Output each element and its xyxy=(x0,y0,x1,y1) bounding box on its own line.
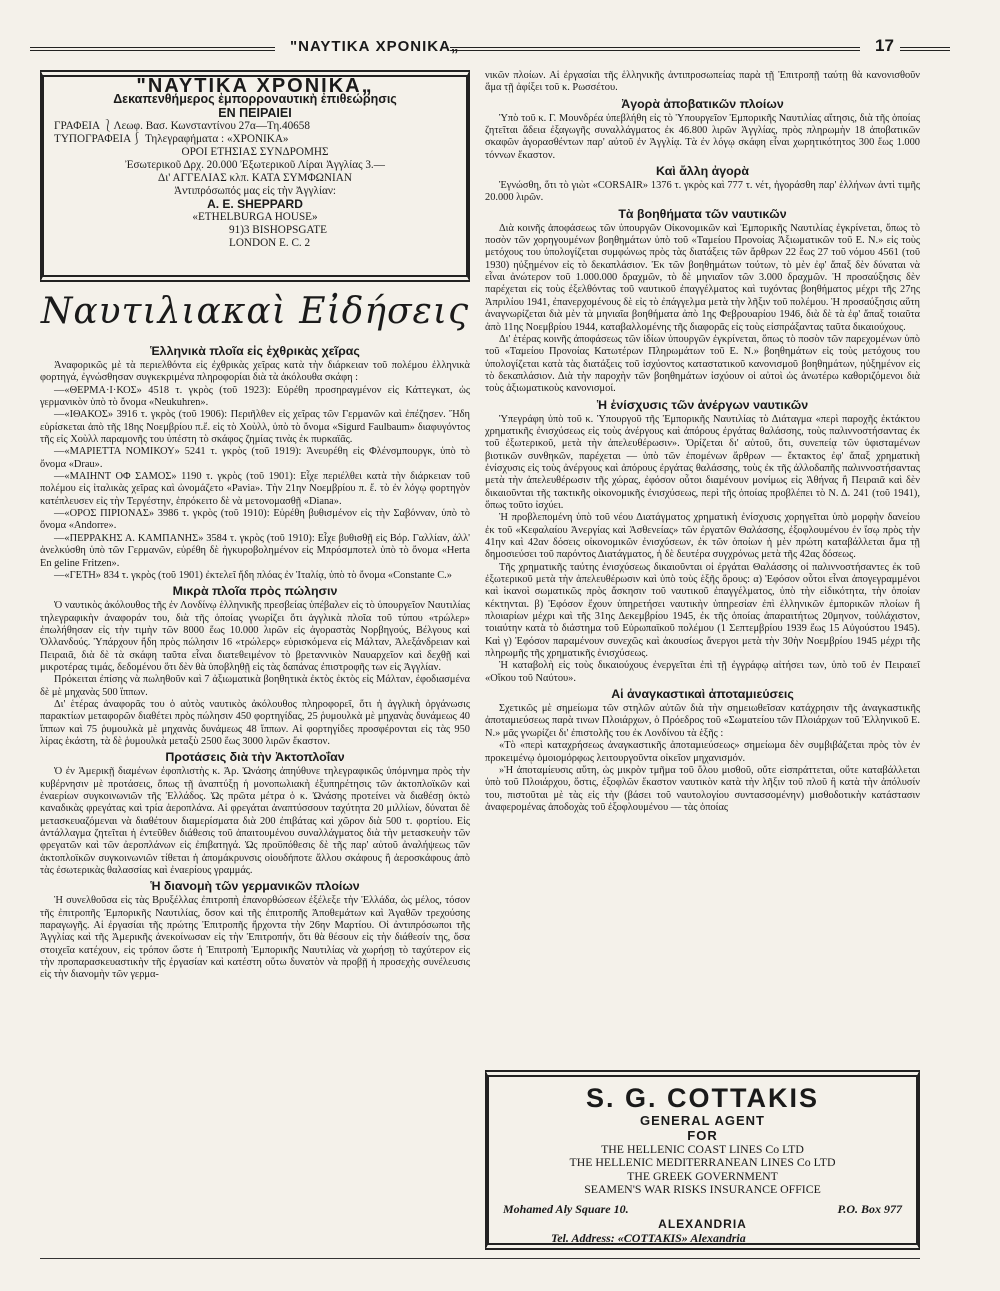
paragraph: —«ΜΑΡΙΕΤΤΑ ΝΟΜΙΚΟΥ» 5241 τ. γκρὸς (τοῦ 1919): Ἀνευρέθη εἰς Φλένσμπουργκ, ὑπὸ τὸ ὄνομα «Drau». xyxy=(40,446,470,470)
masthead xyxy=(40,70,470,282)
heading-ships-enemy-hands: Ἑλληνικὰ πλοῖα εἰς ἐχθρικὰς χεῖρας xyxy=(150,344,360,358)
rule xyxy=(450,47,860,51)
heading-small-ships-sale: Μικρὰ πλοῖα πρὸς πώλησιν xyxy=(172,584,338,599)
paragraph: Ὁ ναυτικὸς ἀκόλουθος τῆς ἐν Λονδίνῳ ἑλληνικῆς πρεσβείας ὑπέβαλεν εἰς τὸ ὑπουργεῖον Ναυτιλίας τηλεγραφικὴν ἀναφοράν του, διὰ τῆς ὁποίας γνωρίζει ὅτι ἀγγλικὰ πλοῖα τοῦ τύπου «τρώλερ» ἐπωλήθησαν εἰς τὴν τιμὴν τῶν 8000 ἕως 10.000 λιρῶν εἰς ἀγοραστὰς Νορβηγούς, Βέλγους καὶ Ὁλλανδούς. Ὑπάρχουν ἤδη πρὸς πώλησιν 16 «τρώλερς» εὑρισκόμενα εἰς Μάλταν, Ἀλεξάνδρειαν καὶ Πειραιᾶ, διὰ δὲ τὰ σκάφη ταῦτα εἶναι διατεθειμένον τὸ βρεταννικὸν Ναυαρχεῖον καὶ δεχθῇ καὶ μικροτέρας τιμάς, δεδομένου ὅτι δὲν θὰ ὑποβληθῇ εἰς τὰς δαπάνας ἐπιστροφῆς των εἰς Ἀγγλίαν. xyxy=(40,600,470,673)
rule xyxy=(30,47,275,51)
paragraph: —«ΙΘΑΚΟΣ» 3916 τ. γκρὸς (τοῦ 1906): Περιῆλθεν εἰς χεῖρας τῶν Γερμανῶν καὶ ἐπέζησεν. Ἤδη εὑρίσκεται ἀπὸ τῆς 18ης Νοεμβρίου π.ἔ. εἰς τὸ Χοὺλλ, ὑπὸ τὸ ὄνομα «Sigurd Faulbaum» διαφυγόντος τῆς εἰς Χοὺλλ παραμονῆς του ὑπέστη τὸ σκάφος ζημίας τινὰς ἐκ πυρκαϊᾶς. xyxy=(40,409,470,446)
heading-unemployed-seamen: Ἡ ἐνίσχυσις τῶν ἀνέργων ναυτικῶν xyxy=(596,397,809,412)
paragraph: Δι' ἑτέρας κοινῆς ἀποφάσεως τῶν ἰδίων ὑπουργῶν ἐγκρίνεται, ὅπως τὸ ποσὸν τῶν παρεχομένων ὑπὸ τοῦ «Ταμείου Προνοίας Κατωτέρων Πληρωμάτων τοῦ Ε. Ν.» βοηθημάτων εἰς τοὺς μετόχους του ὑπολογίζεται κατὰ τὰς διατάξεις τοῦ ἰσχύοντος καταστατικοῦ κανονισμοῦ βοηθημάτων, ηὐξημένον εἰς τὸ δεκαπλάσιον. Διὰ τὴν παροχὴν τῶν βοηθημάτων ἰσχύουν οἱ αὐτοὶ ὡς ἀνωτέρω καθοριζόμενοι διὰ τοὺς ἀξιωματικοὺς κανονισμοί. xyxy=(485,333,920,395)
terms-line: Ἐσωτερικοῦ Δρχ. 20.000 Ἐξωτερικοῦ Λίραι Ἀγγλίας 3.— xyxy=(125,159,385,172)
paragraph: Ὁ ἐν Ἀμερικῇ διαμένων ἐφοπλιστὴς κ. Ἀρ. Ὠνάσης ἀπηύθυνε τηλεγραφικῶς ὑπόμνημα πρὸς τὴν κυβέρνησιν μὲ προτάσεις, ὅπως τῇ ἀναπτύξῃ ἡ μονοπωλιακὴ ἐξυπηρέτησις τῶν ἀκτοπλοϊκῶν καὶ ἐναερίων συγκοινωνιῶν τῆς Ἑλλάδος. Ὡς πρῶτα μέτρα ὁ κ. Ὠνάσης προτείνει νὰ διαθέσῃ ὀκτὼ καναδικὰς φρεγάτας καὶ τρία ἀεροπλάνα. Αἱ φρεγάται ἀναπτύσσουν ταχύτητα 20 μιλλίων, δύναται δὲ μετασκευαζόμεναι νὰ διαθέτουν διαμερίσματα διὰ 200 ἐπιβάτας καὶ χῶρον διὰ 500 τ. φορτίου. Εἰς ἀντάλλαγμα ζητεῖται ἡ ἐντεῦθεν διάθεσις τοῦ ἀπαιτουμένου συναλλάγματος διὰ τὴν μετασκευὴν τῶν φρεγατῶν καὶ τῶν ἀεροπλάνων εἰς ἐπιβατηγά. Ὡς προϋπόθεσις δὲ τῆς παρ' αὐτοῦ ἀναλήψεως τῶν ἀκτοπλοϊκῶν συγκοινωνιῶν τίθεται ἡ ἀπομάκρυνσις οἱουδήποτε ἄλλου σκάφους ἢ ἀεροσκάφους ἀπὸ τὰς ἐσωτερικὰς θαλασσίας καὶ ἐναερίους γραμμάς. xyxy=(40,766,470,877)
paragraph: Σχετικῶς μὲ σημείωμα τῶν στηλῶν αὐτῶν διὰ τὴν σημειωθεῖσαν κατάχρησιν τῆς ἀναγκαστικῆς ἀποταμιεύσεως παρὰ τινων Πλοιάρχων, ὁ Πρόεδρος τοῦ «Σωματείου τῶν Πλοιάρχων τοῦ Ἑλληνικοῦ Ε. Ν.» μᾶς γνωρίζει δι' ἐπιστολῆς του ἐκ Λονδίνου τὰ ἑξῆς : xyxy=(485,703,920,739)
masthead-title: "ΝΑΥΤΙΚΑ ΧΡΟΝΙΚΑ„ xyxy=(136,75,374,97)
rule xyxy=(900,47,950,51)
running-title: "ΝΑΥΤΙΚΑ ΧΡΟΝΙΚΑ„ xyxy=(290,38,460,55)
heading-another-purchase: Καὶ ἄλλη ἀγορὰ xyxy=(656,164,749,179)
ad-client-line: THE GREEK GOVERNMENT xyxy=(627,1168,778,1183)
heading-german-ships-distribution: Ἡ διανομὴ τῶν γερμανικῶν πλοίων xyxy=(150,879,360,894)
paragraph: Πρόκειται ἐπίσης νὰ πωληθοῦν καὶ 7 ἀξιωματικὰ βοηθητικὰ ἐκτὸς ἐκτὸς εἰς Μάλταν, ἐφοδιασμένα δὲ μὲ μηχανὰς 500 ἵππων. xyxy=(40,674,470,698)
paragraph: —«ΓΕΤΗ» 834 τ. γκρὸς (τοῦ 1901) ἐκτελεῖ ἤδη πλόας ἐν Ἰταλίᾳ, ὑπὸ τὸ ὄνομα «Constante C.» xyxy=(54,569,452,581)
printing-line: ΤΥΠΟΓΡΑΦΕΙΑ⎰ Τηλεγραφήματα : «ΧΡΟΝΙΚΑ» xyxy=(54,133,289,146)
section-script-title: Ναυτιλιακαὶ Εἰδήσεις xyxy=(40,291,470,332)
paragraph: «Τὸ «περὶ καταχρήσεως ἀναγκαστικῆς ἀποταμιεύσεως» σημείωμα δὲν συμβιβάζεται πρὸς τὸν ἐν προκειμένῳ ὁμοιομόρφως λειτουργοῦντα οἰκεῖον μηχανισμόν. xyxy=(485,740,920,764)
terms-heading: ΟΡΟΙ ΕΤΗΣΙΑΣ ΣΥΝΔΡΟΜΗΣ xyxy=(181,146,329,159)
running-head xyxy=(30,38,950,58)
masthead-location: ΕΝ ΠΕΙΡΑΙΕΙ xyxy=(218,106,292,121)
bottom-rule xyxy=(40,1258,920,1259)
paragraph: Ὑπὸ τοῦ κ. Γ. Μουνδρέα ὑπεβλήθη εἰς τὸ Ὑπουργεῖον Ἐμπορικῆς Ναυτιλίας αἴτησις, διὰ τῆς ὁποίας ζητεῖται ἄδεια ἐξαγωγῆς συναλλάγματος ἐκ 46.800 λιρῶν Ἀγγλίας, πρὸς πληρωμὴν 18 ἀποβατικῶν σκαφῶν ἀγορασθέντων παρ' αὐτοῦ ἐν Ἀγγλίᾳ. Τὰ ἐν λόγῳ σκάφη εἶναι χωρητικότητος 300 ἕως 1.000 τόννων ἕκαστον. xyxy=(485,112,920,161)
paragraph: Ἡ καταβολὴ εἰς τοὺς δικαιούχους ἐνεργεῖται ἐπὶ τῇ ἐγγράφῳ αἰτήσει των, ὑπὸ τοῦ ἐν Πειραιεῖ «Οἴκου τοῦ Ναύτου». xyxy=(485,660,920,684)
ad-city: ALEXANDRIA xyxy=(658,1216,747,1231)
representative-address: 91)3 BISHOPSGATE xyxy=(229,224,327,237)
cottakis-advertisement xyxy=(485,1070,920,1250)
ad-address: Mohamed Aly Square 10. xyxy=(503,1201,629,1216)
paragraph: Ὑπεγράφη ὑπὸ τοῦ κ. Ὑπουργοῦ τῆς Ἐμπορικῆς Ναυτιλίας τὸ Διάταγμα «περὶ παροχῆς ἐκτάκτου χρηματικῆς ἐνισχύσεως εἰς τοὺς ἀνέργους καὶ ἀπόρους ἐργάτας θαλάσσης, τοὺς παλιννοστήσαντας ἐκ τοῦ ἐξωτερικοῦ, μετὰ τὴν ἀπελευθέρωσιν». Ὁρίζεται δι' αὐτοῦ, ὅτι, συνεπείᾳ τῶν ὑφισταμένων βιοτικῶν συνθηκῶν, παρέχεται — ὑπὸ τῶν ἑπομένων ἄρθρων — ἔκτακτος ἐφ' ἅπαξ χρηματικὴ ἐνίσχυσις εἰς τοὺς ἀνέργους καὶ ἀπόρους ἐργάτας θαλάσσης, τοὺς ἐκ τῆς ἀλλοδαπῆς παλιννοστήσαντας μετὰ τὴν ἀπελευθέρωσιν τῆς χώρας, ἐφόσον οὗτοι διαμένουν μονίμως εἰς Ἀθήνας ἢ Πειραιᾶ καὶ δὲν δικαιοῦνται τῆς τακτικῆς οἰκονομικῆς ἐνισχύσεως, περὶ τῆς ὁποίας προβλέπει τὸ Ν. Δ. 241 (τοῦ 1941), ὅπως τοῦτο ἰσχύει. xyxy=(485,413,920,511)
left-column xyxy=(40,70,470,982)
paragraph: —«ΘΕΡΜΑ·Ι·ΚΟΣ» 4518 τ. γκρὸς (τοῦ 1923): Εὑρέθη προσηραγμένον εἰς Κάττεγκατ, ὡς γερμανικὸν ὑπὸ τὸ ὄνομα «Neukuhren». xyxy=(40,384,470,409)
ad-client-line: SEAMEN'S WAR RISKS INSURANCE OFFICE xyxy=(584,1182,821,1197)
heading-seamen-benefits: Τὰ βοηθήματα τῶν ναυτικῶν xyxy=(618,206,787,221)
masthead-subtitle: Δεκαπενθήμερος ἐμπορροναυτικὴ ἐπιθεώρησις xyxy=(113,92,397,107)
ad-pobox: P.O. Box 977 xyxy=(837,1201,902,1216)
paragraph: Δι' ἑτέρας ἀναφορᾶς του ὁ αὐτὸς ναυτικὸς ἀκόλουθος πληροφορεῖ, ὅτι ἡ ἀγγλικὴ ὀργάνωσις παρακτίων μεταφορῶν διαθέτει πρὸς πώλησιν 450 φορτηγίδας, 25 ῥυμουλκὰ μὲ μηχανὰς δυνάμεως 40 ἵππων καὶ 75 ῥυμουλκὰ μὲ μηχανὰς δυνάμεως 48 ἵππων. Αἱ φορτηγίδες προσφέρονται εἰς τὰς 950 λίρας ἑκάστη, τὰ δὲ ῥυμουλκὰ μεταξὺ 2500 ἕως 3000 λιρῶν ἕκαστον. xyxy=(40,698,470,747)
offices-line: ΓΡΑΦΕΙΑ ⎱Λεωφ. Βασ. Κωνσταντίνου 27α—Τη.40658 xyxy=(54,120,310,133)
representative-house: «ETHELBURGA HOUSE» xyxy=(192,211,318,224)
ads-line: Δι' ΑΓΓΕΛΙΑΣ κλπ. ΚΑΤΑ ΣΥΜΦΩΝΙΑΝ xyxy=(158,172,352,185)
page-number: 17 xyxy=(875,36,894,55)
right-column xyxy=(485,70,920,814)
ad-company-name: S. G. COTTAKIS xyxy=(585,1083,819,1113)
paragraph: Ἡ συνελθοῦσα εἰς τὰς Βρυξέλλας ἐπιτροπὴ ἐπανορθώσεων ἐξέλεξε τὴν Ἑλλάδα, ὡς μέλος, τόσον τῆς ἐπιτροπῆς Ἐμπορικῆς Ναυτιλίας, ὅσον καὶ τῆς ἐπιτροπῆς Ἀποθεμάτων καὶ Ἀγαθῶν τρεχούσης παραγωγῆς. Αἱ ἐργασίαι τῆς πρώτης Ἐπιτροπῆς ἤρχοντα τὴν 26ην Μαρτίου. Οἱ ἀντιπρόσωποι τῆς Ἀγγλίας καὶ τῆς Ἀμερικῆς ἀνεκοίνωσαν εἰς τὴν Ἐπιτροπήν, ὅτι θὰ θέσουν εἰς τὴν διάθεσίν της, ὅσα στοιχεῖα κατέχουν, εἰς τρόπον ὥστε ἡ Ἐπιτροπὴ Ἐμπορικῆς Ναυτιλίας νὰ χωρήσῃ τὸ ταχύτερον εἰς τὴν προπαρασκευαστικὴν τῆς ἐργασίαν καὶ κατέστη οὕτω δυνατὸν νὰ προβῇ ἡ προσεχὴς συνέλευσις εἰς τὴν διανομὴν τῶν γερμα- xyxy=(40,895,470,981)
paragraph: —«ΜΑΙΗΝΤ ΟΦ ΣΑΜΟΣ» 1190 τ. γκρὸς (τοῦ 1901): Εἶχε περιέλθει κατὰ τὴν διάρκειαν τοῦ πολέμου εἰς ἰταλικὰς χεῖρας καὶ ὠνομάζετο «Pavia». Τὴν 21ην Νοεμβρίου π. ἔ. τὸ ἐν λόγῳ φορτηγὸν κατέπλευσεν εἰς τὴν Τεργέστην, ἐπρόκειτο δὲ νὰ μετονομασθῇ «Diana». xyxy=(40,471,470,507)
ad-address-row xyxy=(503,1201,902,1217)
paragraph: —«ΠΕΡΡΑΚΗΣ Α. ΚΑΜΠΑΝΗΣ» 3584 τ. γκρὸς (τοῦ 1910): Εἶχε βυθισθῇ εἰς Βόρ. Γαλλίαν, ἀλλ' ἀνελκύσθη ὑπὸ τῶν Γερμανῶν, εὑρέθη δὲ ἠγκυροβολημένον εἰς Μπρόσμποτελ ὑπὸ τὸ ὄνομα «Herta En geline Fritzen». xyxy=(40,532,470,569)
paragraph: Ἡ προβλεπομένη ὑπὸ τοῦ νέου Διατάγματος χρηματικὴ ἐνίσχυσις χορηγεῖται ὑπὸ μορφὴν δανείου ἐκ τοῦ «Κεφαλαίου Ἀνεργίας καὶ Ἀσθενείας» τῶν ἐργατῶν Θαλάσσης, ἐξοφλουμένου ἐν ἴσῳ πρὸς τὴν 41ην καὶ 42αν δόσεις οἰκονομικῶν ἐνισχύσεων, ἐκ τῶν ὁποίων ἡ μὲν πρώτη καταβάλλεται ἅμα τῇ δημοσιεύσει τοῦ παρόντος Διατάγματος, ἡ δὲ δευτέρα συγχρόνως μετὰ τῆς 42ας δόσεως. xyxy=(485,512,920,561)
paragraph: »Ἡ ἀποταμίευσις αὕτη, ὡς μικρὸν τμῆμα τοῦ ὅλου μισθοῦ, οὔτε εἰσπράττεται, οὔτε καταβάλλεται ὑπὸ τοῦ Πλοιάρχου, ὅστις, ἐξοφλῶν ἕκαστον ναυτικὸν κατὰ τὴν λῆξιν τοῦ πλοῦ ἢ κατὰ τὴν ἀπόλυσίν του, πιστοῦται μὲ τὰς εἰς τὴν (βάσει τοῦ ναυτολογίου συντασσομένην) μισθοδοτικὴν κατάστασιν ἀναφερομένας ἀποδοχὰς τοῦ ἐξοφλουμένου — τὰς ὁποίας xyxy=(485,764,920,813)
ad-client-line: THE HELLENIC MEDITERRANEAN LINES Co LTD xyxy=(569,1155,836,1170)
paragraph: —«ΟΡΟΣ ΠΙΡΙΟΝΑΣ» 3986 τ. γκρὸς (τοῦ 1910): Εὑρέθη βυθισμένον εἰς τὴν Σαβόνναν, ὑπὸ τὸ ὄνομα «Andorre». xyxy=(40,508,470,532)
heading-coastal-proposals: Προτάσεις διὰ τὴν Ἀκτοπλοΐαν xyxy=(165,750,345,765)
ad-role: GENERAL AGENT xyxy=(640,1113,765,1128)
heading-compulsory-savings: Αἱ ἀναγκαστικαὶ ἀποταμιεύσεις xyxy=(611,687,794,702)
paragraph: νικῶν πλοίων. Αἱ ἐργασίαι τῆς ἑλληνικῆς ἀντιπροσωπείας παρὰ τῇ Ἐπιτροπῇ ταύτῃ θὰ κανονισθοῦν ἅμα τῇ ἀφίξει τοῦ κ. Ρωσσέτου. xyxy=(485,70,920,94)
paragraph: Διὰ κοινῆς ἀποφάσεως τῶν ὑπουργῶν Οἰκονομικῶν καὶ Ἐμπορικῆς Ναυτιλίας ἐγκρίνεται, ὅπως τὸ ποσὸν τῶν χορηγουμένων βοηθημάτων ὑπὸ τοῦ «Ταμείου Προνοίας Ἀξιωματικῶν τοῦ Ε. Ν.» εἰς τοὺς μετόχους του ὑπολογίζεται συμφώνως πρὸς τὰς διατάξεις τῶν ἄρθρων 22 ἕως 27 τοῦ νόμου 4561 (τοῦ 1930) ηὐξημένον εἰς τὸ δεκαπλάσιον. Ἐκ τῶν βοηθημάτων τούτων, τὸ μὲν ἐφ' ἅπαξ δὲν δύναται νὰ εἶναι ἀνώτερον τοῦ 1.000.000 δραχμῶν, τὸ δὲ μηνιαῖον τῶν 3.000 δραχμῶν. Ἡ προσαύξησις δὲν παρέχεται εἰς τοὺς ἐξελθόντας τοῦ ναυτικοῦ ἐπαγγέλματος καὶ τυχόντας βοηθήματος μέχρι τῆς 27ης Ἀπριλίου 1941, ἐπανερχομένους δὲ εἰς τὸ ἐπάγγελμα μετὰ τὴν λῆξιν τοῦ πολέμου. Ἡ προσαύξησις αὕτη ἀναγνωρίζεται διὰ μὲν τὰ μηνιαῖα βοηθήματα ἀπὸ 1ης Φεβρουαρίου 1946, διὰ δὲ τὰ ἐφ' ἅπαξ τοιαῦτα ἀπὸ 11ης Νοεμβρίου 1944, καταβαλλομένης τῆς διαφορᾶς εἰς τοὺς εἰσπράξαντας ταῦτα δικαιούχους. xyxy=(485,222,920,333)
ad-telegraph: Tel. Address: «COTTAKIS» Alexandria xyxy=(551,1230,746,1245)
heading-landing-craft-purchase: Ἀγορὰ ἀποβατικῶν πλοίων xyxy=(621,96,784,111)
paragraph: Ἐγνώσθη, ὅτι τὸ γιὼτ «CORSAIR» 1376 τ. γκρὸς καὶ 777 τ. νέτ, ἠγοράσθη παρ' ἑλλήνων ἀντὶ τιμῆς 20.000 λιρῶν. xyxy=(485,180,920,204)
ad-for: FOR xyxy=(687,1128,718,1143)
ad-client-line: THE HELLENIC COAST LINES Co LTD xyxy=(601,1142,804,1156)
representative-name: A. E. SHEPPARD xyxy=(207,197,303,212)
representative-city: LONDON E. C. 2 xyxy=(229,237,311,250)
paragraph: Τῆς χρηματικῆς ταύτης ἐνισχύσεως δικαιοῦνται οἱ ἐργάται Θαλάσσης οἱ παλιννοστήσαντες ἐκ τοῦ ἐξωτερικοῦ μετὰ τὴν ἀπελευθέρωσιν καὶ ὑπὸ τοὺς ἑξῆς ὅρους: α) Ἐφόσον οὗτοι εἶναι ἀπογεγραμμένοι καὶ ἱκανοὶ σωματικῶς πρὸς ἄσκησιν τοῦ ναυτικοῦ ἐπαγγέλματος, ὑπὸ τὴν εἰδικότητα, τὴν ὁποίαν κέκτηνται. β) Ἐφόσον ἔχουν ὑπηρετήσει ναυτικὴν ὑπηρεσίαν ἐπὶ ἑλληνικῶν ἐμπορικῶν πλοίων ἢ πλοιαρίων μέχρι καὶ τῆς 31ης Δεκεμβρίου 1945, ἐκ τῆς ὁποίας ἀπαραιτήτως 20μηνον, τοὐλάχιστον, τοιαύτην κατὰ τὸ διάστημα τοῦ Εὐρωπαϊκοῦ πολέμου (1 Σεπτεμβρίου 1939 ἕως 15 Αὐγούστου 1945). Καὶ γ) Ἐφόσον παραμένουν συνεχῶς καὶ ἀκουσίως ἄνεργοι μετὰ τὴν 30ὴν Νοεμβρίου 1945 μέχρι τῆς πληρωμῆς τῆς χρηματικῆς ἐνισχύσεως. xyxy=(485,561,920,660)
representative-line: Ἀντιπρόσωπός μας εἰς τὴν Ἀγγλίαν: xyxy=(174,185,336,198)
paragraph: Ἀναφορικῶς μὲ τὰ περιελθόντα εἰς ἐχθρικὰς χεῖρας κατὰ τὴν διάρκειαν τοῦ πολέμου ἑλληνικὰ φορτηγά, ἐγνώσθησαν συγκεκριμένα πληροφορίαι διὰ τὰ ἀκόλουθα σκάφη : xyxy=(40,360,470,384)
